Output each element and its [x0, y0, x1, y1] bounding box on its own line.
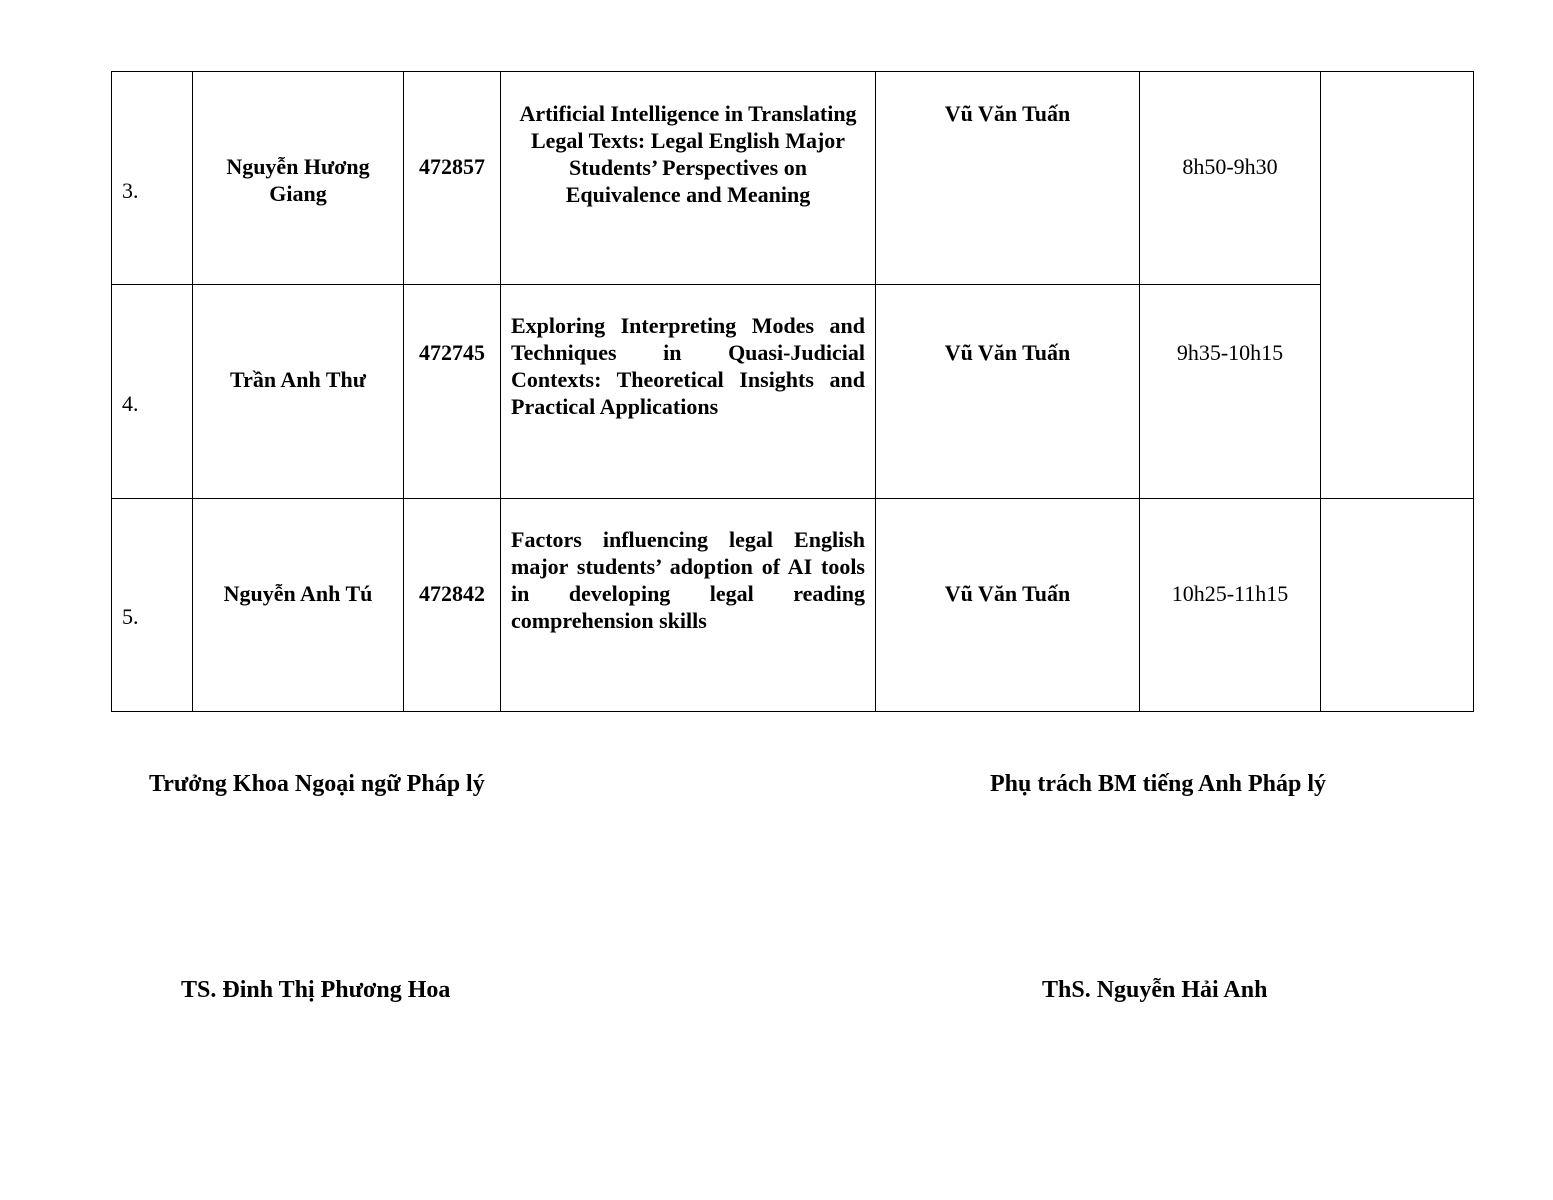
row-number: 3.: [122, 177, 139, 203]
supervisor-cell: [876, 285, 1140, 498]
supervisor-cell: [876, 72, 1140, 285]
right-signer-name: ThS. Nguyễn Hải Anh: [1042, 977, 1268, 1003]
thesis-title-cell: [501, 72, 876, 285]
time-slot: 10h25-11h15: [1171, 580, 1289, 606]
supervisor: Vũ Văn Tuấn: [944, 580, 1071, 606]
student-id: 472857: [419, 154, 485, 179]
student-id: 472745: [419, 340, 485, 366]
student-id-cell: [404, 498, 501, 711]
notes-cell: [1321, 498, 1474, 711]
time-slot-cell: [1140, 72, 1321, 285]
time-slot: 9h35-10h15: [1176, 340, 1284, 366]
table-row: [112, 72, 1474, 285]
thesis-title: Factors influencing legal English major students’ adoption of AI tools in developing legal reading comprehension skills: [511, 526, 865, 633]
student-name: Trần Anh Thư: [230, 367, 366, 393]
time-slot: 8h50-9h30: [1182, 154, 1278, 179]
supervisor-cell: [876, 498, 1140, 711]
student-id-cell: [404, 285, 501, 498]
thesis-title-cell: [501, 498, 876, 711]
supervisor: Vũ Văn Tuấn: [944, 340, 1071, 366]
student-name-cell: [193, 72, 404, 285]
row-number-cell: [112, 498, 193, 711]
student-name: Nguyễn Hương Giang: [226, 154, 370, 206]
right-signer-role: Phụ trách BM tiếng Anh Pháp lý: [990, 771, 1327, 797]
supervisor: Vũ Văn Tuấn: [944, 101, 1071, 126]
table-row: [112, 285, 1474, 498]
thesis-title: Artificial Intelligence in Translating Legal Texts: Legal English Major Students’ Perspectives on Equivalence and Meaning: [519, 101, 857, 207]
student-id-cell: [404, 72, 501, 285]
thesis-title-cell: [501, 285, 876, 498]
defense-schedule-table: [111, 71, 1474, 712]
student-name: Nguyễn Anh Tú: [223, 580, 373, 606]
time-slot-cell: [1140, 285, 1321, 498]
student-name-cell: [193, 285, 404, 498]
left-signer-name: TS. Đinh Thị Phương Hoa: [181, 977, 451, 1003]
notes-cell: [1321, 72, 1474, 499]
row-number-cell: [112, 72, 193, 285]
row-number: 5.: [122, 604, 139, 630]
student-id: 472842: [419, 580, 485, 606]
row-number: 4.: [122, 390, 139, 416]
table-row: [112, 498, 1474, 711]
thesis-title: Exploring Interpreting Modes and Techniques in Quasi-Judicial Contexts: Theoretical Insights and Practical Applications: [511, 313, 865, 420]
row-number-cell: [112, 285, 193, 498]
time-slot-cell: [1140, 498, 1321, 711]
left-signer-role: Trưởng Khoa Ngoại ngữ Pháp lý: [149, 771, 485, 797]
student-name-cell: [193, 498, 404, 711]
